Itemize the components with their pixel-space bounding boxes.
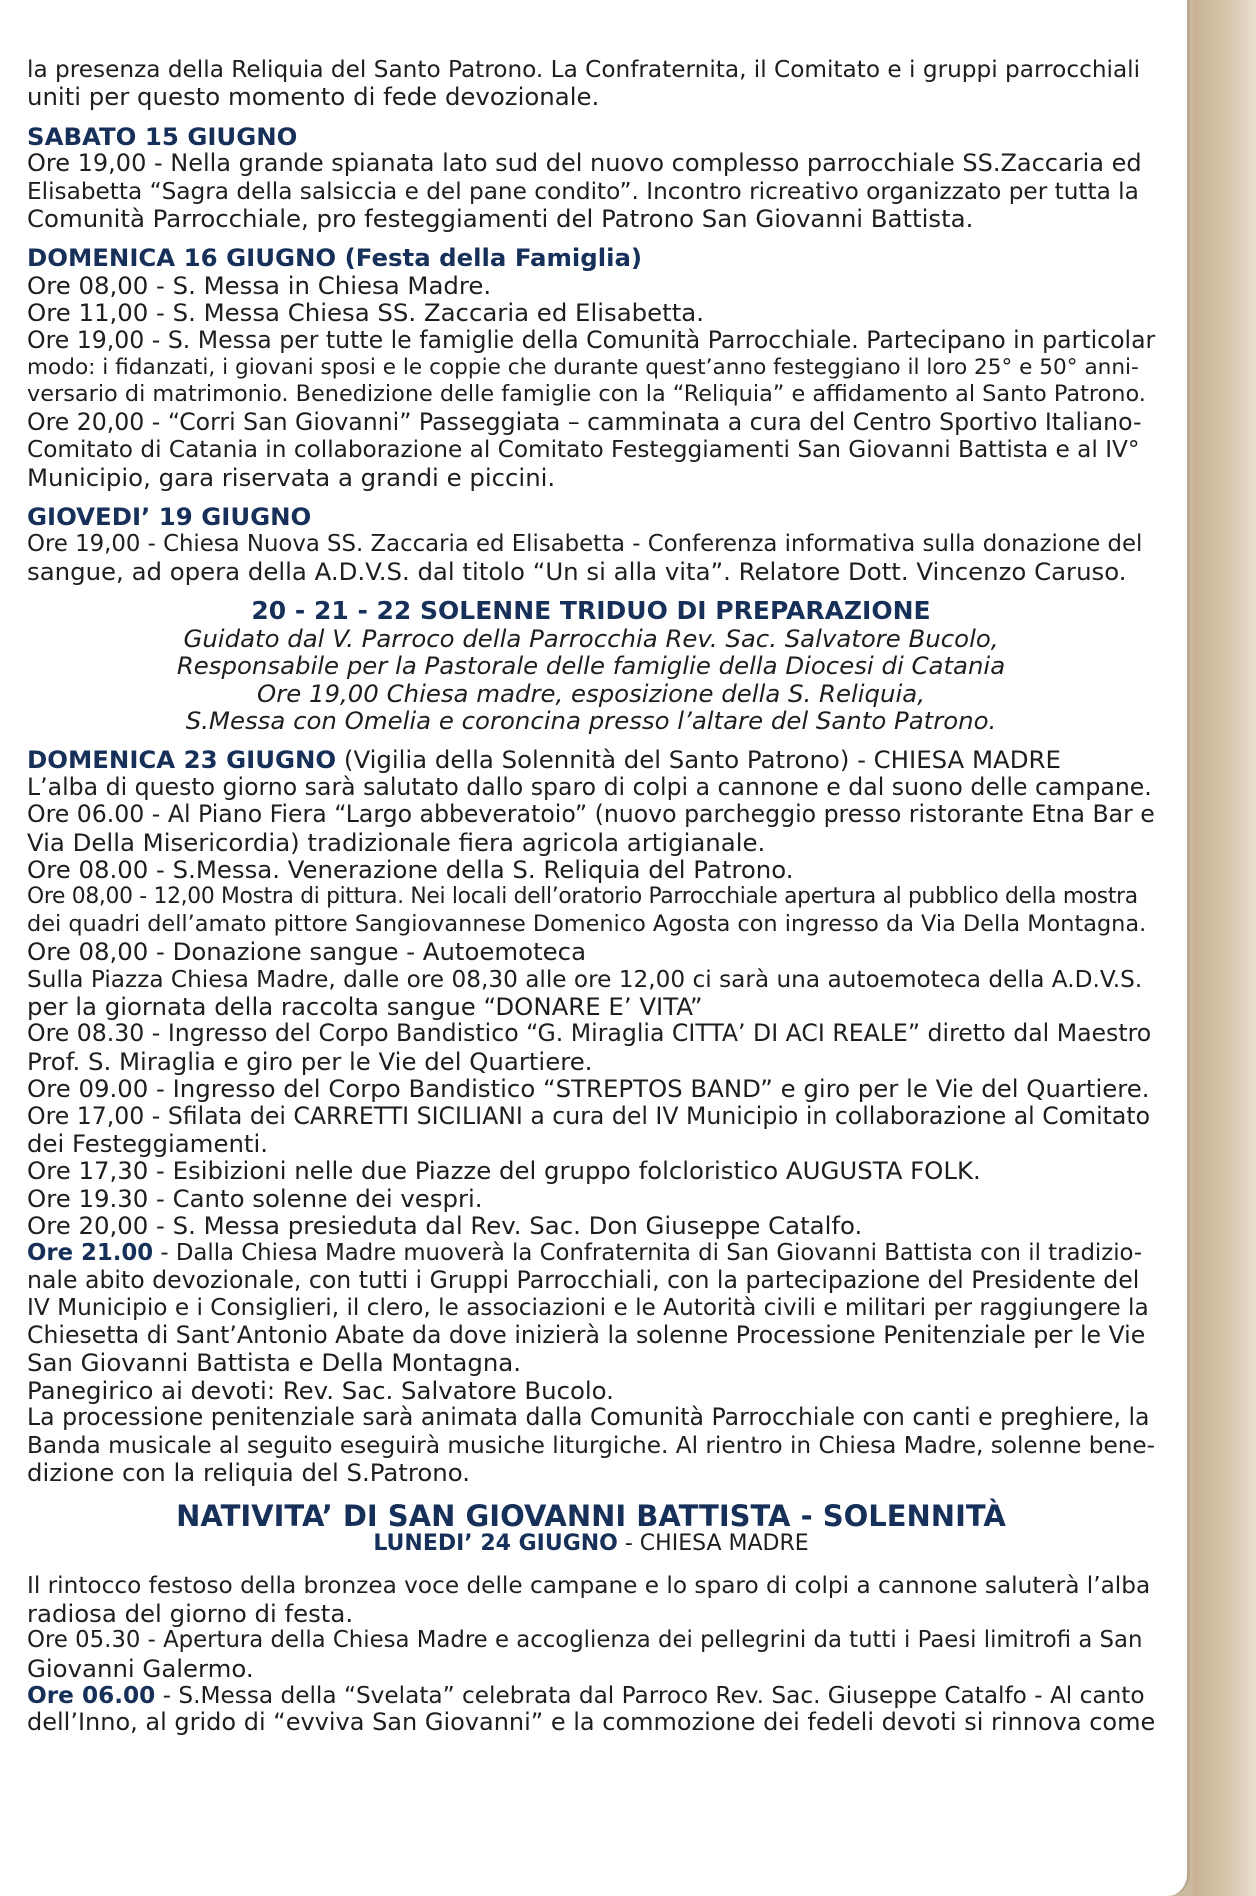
section-heading: GIOVEDI’ 19 GIUGNO xyxy=(27,502,312,532)
text-line: Ore 08,00 - Donazione sangue - Autoemoteca xyxy=(27,937,587,967)
text-line: Giovanni Galermo. xyxy=(27,1653,254,1683)
section-heading: DOMENICA 23 GIUGNO xyxy=(27,745,337,775)
text-line: Ore 19,00 - Chiesa Nuova SS. Zaccaria ed Elisabetta - Conferenza informativa sulla donazione del xyxy=(27,530,1143,557)
section-nativita-body xyxy=(27,1572,1155,1736)
text-line: modo: i fidanzati, i giovani sposi e le coppie che durante quest’anno festeggiano il loro 25° e 50° anni- xyxy=(27,355,1139,381)
text-line: Municipio, gara riservata a grandi e piccini. xyxy=(27,462,556,492)
text-line: dizione con la reliquia del S.Patrono. xyxy=(27,1457,470,1487)
text-line: Chiesetta di Sant’Antonio Abate da dove inizierà la solenne Processione Penitenziale per le Vie xyxy=(27,1320,1146,1349)
text-line: Sulla Piazza Chiesa Madre, dalle ore 08,30 alle ore 12,00 ci sarà una autoemoteca della A.D.V.S. xyxy=(27,965,1143,993)
text-line: Via Della Misericordia) tradizionale fiera agricola artigianale. xyxy=(27,827,766,857)
text-line: Panegirico ai devoti: Rev. Sac. Salvatore Bucolo. xyxy=(27,1375,614,1405)
text-line: IV Municipio e i Consiglieri, il clero, le associazioni e le Autorità civili e militari per raggiungere la xyxy=(27,1294,1149,1322)
text-line: Ore 19.30 - Canto solenne dei vespri. xyxy=(27,1183,483,1213)
time-text: - S.Messa della “Svelata” celebrata dal Parroco Rev. Sac. Giuseppe Catalfo - Al canto xyxy=(155,1681,1145,1709)
section-triduo xyxy=(27,597,1155,734)
text-line: Ore 17,00 - Sfilata dei CARRETTI SICILIANI a cura del IV Municipio in collaborazione al Comitato xyxy=(27,1101,1151,1130)
nativita-subtitle xyxy=(27,1532,1155,1556)
text-line: dell’Inno, al grido di “evviva San Giovanni” e la commozione dei fedeli devoti si rinnova come xyxy=(27,1708,1156,1737)
text-line: Ore 20,00 - “Corri San Giovanni” Passeggiata – camminata a cura del Centro Sportivo Italiano- xyxy=(27,407,1142,436)
section-domenica-23 xyxy=(27,746,1155,1486)
text-line: Elisabetta “Sagra della salsiccia e del pane condito”. Incontro ricreativo organizzato per tutta la xyxy=(27,177,1139,205)
page-binding-edge xyxy=(1193,0,1228,1896)
text-line: sangue, ad opera della A.D.V.S. dal titolo “Un si alla vita”. Relatore Dott. Vincenzo Caruso. xyxy=(27,556,1127,586)
text-line: Il rintocco festoso della bronzea voce delle campane e lo sparo di colpi a cannone saluterà l’alba xyxy=(27,1572,1151,1600)
triduo-title: 20 - 21 - 22 SOLENNE TRIDUO DI PREPARAZIONE xyxy=(251,596,931,626)
section-heading-line xyxy=(27,746,1155,773)
text-line: Ore 08.00 - S.Messa. Venerazione della S. Reliquia del Patrono. xyxy=(27,854,794,884)
nativita-place: - CHIESA MADRE xyxy=(617,1531,809,1557)
section-domenica-16 xyxy=(27,244,1155,491)
triduo-line: Ore 19,00 Chiesa madre, esposizione della S. Reliquia, xyxy=(257,678,925,708)
text-line: Ore 09.00 - Ingresso del Corpo Bandistico “STREPTOS BAND” e giro per le Vie del Quartiere. xyxy=(27,1074,1150,1104)
text-line: Ore 08,00 - 12,00 Mostra di pittura. Nei locali dell’oratorio Parrocchiale apertura al pubblico della mostra xyxy=(27,884,1138,910)
text-line: Ore 06.00 - Al Piano Fiera “Largo abbeveratoio” (nuovo parcheggio presso ristorante Etna Bar e xyxy=(27,800,1155,829)
section-heading: SABATO 15 GIUGNO xyxy=(27,121,298,151)
nativita-date: LUNEDI’ 24 GIUGNO xyxy=(373,1531,618,1557)
text-line: Prof. S. Miraglia e giro per le Vie del Quartiere. xyxy=(27,1046,593,1076)
text-line: la presenza della Reliquia del Santo Patrono. La Confraternita, il Comitato e i gruppi parrocchiali xyxy=(27,56,1141,83)
nativita-title: NATIVITA’ DI SAN GIOVANNI BATTISTA - SOLENNITÀ xyxy=(176,1499,1006,1534)
section-heading: DOMENICA 16 GIUGNO (Festa della Famiglia) xyxy=(27,243,643,273)
triduo-line: Responsabile per la Pastorale delle famiglie della Diocesi di Catania xyxy=(176,651,1006,681)
text-line: Ore 19,00 - Nella grande spianata lato sud del nuovo complesso parrocchiale SS.Zaccaria ed xyxy=(27,149,1142,178)
text-line: radiosa del giorno di festa. xyxy=(27,1598,354,1628)
section-heading-note: (Vigilia della Solennità del Santo Patrono) - CHIESA MADRE xyxy=(336,745,1061,775)
time-text: - Dalla Chiesa Madre muoverà la Confraternita di San Giovanni Battista con il tradizio- xyxy=(153,1239,1143,1266)
text-line: Banda musicale al seguito eseguirà musiche liturgiche. Al rientro in Chiesa Madre, solenne bene- xyxy=(27,1431,1156,1459)
text-line: Ore 19,00 - S. Messa per tutte le famiglie della Comunità Parrocchiale. Partecipano in particolar xyxy=(27,325,1156,354)
triduo-line: Guidato dal V. Parroco della Parrocchia Rev. Sac. Salvatore Bucolo, xyxy=(183,623,999,653)
text-line: Ore 11,00 - S. Messa Chiesa SS. Zaccaria ed Elisabetta. xyxy=(27,298,704,328)
text-line: Ore 20,00 - S. Messa presieduta dal Rev. Sac. Don Giuseppe Catalfo. xyxy=(27,1211,863,1241)
text-line: nale abito devozionale, con tutti i Gruppi Parrocchiali, con la partecipazione del Presidente del xyxy=(27,1266,1140,1295)
text-line: Ore 05.30 - Apertura della Chiesa Madre e accoglienza dei pellegrini da tutti i Paesi limitrofi a San xyxy=(27,1627,1143,1654)
section-sabato-15 xyxy=(27,123,1155,233)
text-line: Ore 17,30 - Esibizioni nelle due Piazze del gruppo folcloristico AUGUSTA FOLK. xyxy=(27,1156,981,1186)
section-giovedi-19 xyxy=(27,503,1155,585)
time-label: Ore 06.00 xyxy=(27,1681,156,1709)
text-line: La processione penitenziale sarà animata dalla Comunità Parrocchiale con canti e preghiere, la xyxy=(27,1403,1150,1432)
text-line: Comitato di Catania in collaborazione al Comitato Festeggiamenti San Giovanni Battista e al IV° xyxy=(27,436,1140,464)
text-line: Ore 08,00 - S. Messa in Chiesa Madre. xyxy=(27,270,492,300)
intro-paragraph xyxy=(27,56,1155,111)
text-line: Ore 08.30 - Ingresso del Corpo Bandistico “G. Miraglia CITTA’ DI ACI REALE” diretto dal Maestro xyxy=(27,1019,1152,1048)
text-line xyxy=(27,1240,1155,1267)
text-line: per la giornata della raccolta sangue “DONARE E’ VITA” xyxy=(27,992,703,1021)
text-line: Comunità Parrocchiale, pro festeggiamenti del Patrono San Giovanni Battista. xyxy=(27,204,974,234)
text-line: dei quadri dell’amato pittore Sangiovannese Domenico Agosta con ingresso da Via Della Montagna. xyxy=(27,910,1147,937)
section-nativita xyxy=(27,1500,1155,1556)
background-margin xyxy=(1228,0,1256,1896)
text-line: dei Festeggiamenti. xyxy=(27,1129,268,1159)
text-line: San Giovanni Battista e Della Montagna. xyxy=(27,1348,521,1378)
time-label: Ore 21.00 xyxy=(27,1239,154,1266)
text-line: uniti per questo momento di fede devozionale. xyxy=(27,82,600,112)
text-line: L’alba di questo giorno sarà salutato dallo sparo di colpi a cannone e dal suono delle campane. xyxy=(27,772,1152,801)
text-line: versario di matrimonio. Benedizione delle famiglie con la “Reliquia” e affidamento al Santo Patrono. xyxy=(27,381,1146,408)
text-line xyxy=(27,1682,1155,1709)
triduo-line: S.Messa con Omelia e coroncina presso l’altare del Santo Patrono. xyxy=(185,705,997,735)
